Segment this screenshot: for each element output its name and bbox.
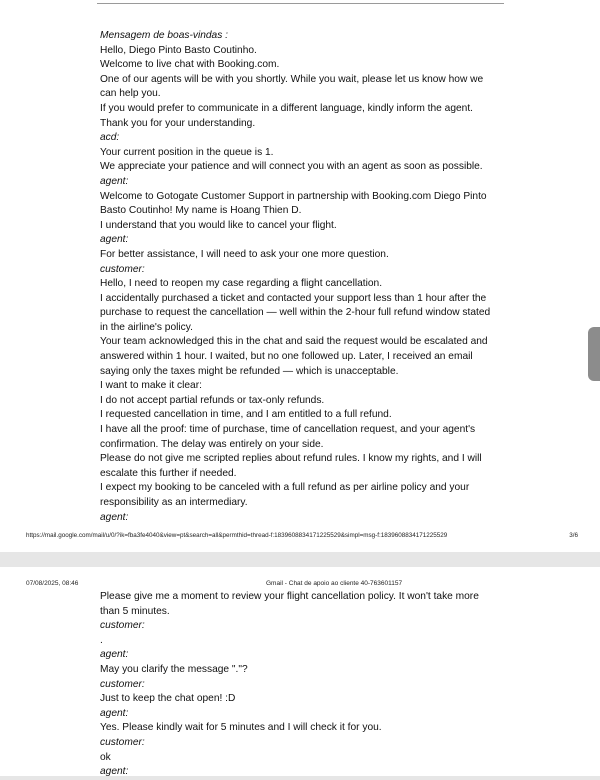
message-text: We appreciate your patience and will connect you with an agent as soon as possible. [100, 161, 483, 173]
speaker-label: customer: [100, 620, 145, 632]
speaker-label: agent: [100, 707, 129, 719]
message-text: For better assistance, I will need to ask your one more question. [100, 248, 389, 260]
footer-url[interactable]: https://mail.google.com/mail/u/0/?ik=fba3fe4040&view=pt&search=all&permthid=thread-f:1839608834171225529&simpl=msg-f:1839608834171225529 [26, 532, 448, 539]
speaker-label: customer: [100, 678, 145, 690]
message-text: Hello, Diego Pinto Basto Coutinho. [100, 44, 257, 56]
speaker-label: Mensagem de boas-vindas : [100, 30, 228, 41]
speaker-label: agent: [100, 175, 129, 187]
message-text: I understand that you would like to cancel your flight. [100, 219, 337, 231]
top-rule [97, 3, 504, 4]
message-text: Thank you for your understanding. [100, 117, 256, 129]
print-title: Gmail - Chat de apoio ao cliente 40-763601157 [266, 580, 403, 587]
message-text: I want to make it clear: [100, 380, 202, 392]
scrollbar-thumb[interactable] [588, 327, 600, 381]
print-date: 07/08/2025, 08:46 [26, 580, 79, 587]
speaker-label: agent: [100, 649, 129, 661]
speaker-label: agent: [100, 511, 129, 523]
message-text: Please do not give me scripted replies about refund rules. I know my rights, and I will escalate this further if needed. [100, 453, 482, 479]
speaker-label: customer: [100, 263, 145, 275]
message-text: I requested cancellation in time, and I am entitled to a full refund. [100, 409, 392, 421]
message-text: . [100, 634, 103, 646]
message-text: Your current position in the queue is 1. [100, 146, 274, 158]
message-text: If you would prefer to communicate in a different language, kindly inform the agent. [100, 102, 474, 114]
message-text: Welcome to live chat with Booking.com. [100, 59, 280, 71]
chat-transcript [100, 29, 500, 525]
message-text: Hello, I need to reopen my case regarding a flight cancellation. [100, 278, 383, 290]
speaker-label: customer: [100, 736, 145, 748]
message-text: I do not accept partial refunds or tax-only refunds. [100, 394, 325, 406]
message-text: Your team acknowledged this in the chat and said the request would be escalated and answered within 1 hour. I waited, but no one followed up. Later, I received an email saying only the taxes might be refunded — which is unacceptable. [100, 336, 488, 377]
message-text: I accidentally purchased a ticket and contacted your support less than 1 hour after the purchase to request the cancellation — well within the 2-hour full refund window stated in the airline's policy. [100, 292, 491, 333]
page-number: 3/6 [569, 532, 578, 539]
speaker-label: agent: [100, 234, 129, 246]
message-text: Yes. Please kindly wait for 5 minutes and I will check it for you. [100, 722, 382, 734]
message-text: I expect my booking to be canceled with a full refund as per airline policy and your responsibility as an intermediary. [100, 482, 470, 508]
chat-transcript-continued [100, 590, 500, 780]
speaker-label: acd: [100, 132, 120, 144]
message-text: ok [100, 751, 111, 763]
message-text: May you clarify the message "."? [100, 663, 248, 675]
message-text: One of our agents will be with you shortly. While you wait, please let us know how we can help you. [100, 73, 484, 100]
message-text: I have all the proof: time of purchase, time of cancellation request, and your agent's confirmation. The delay was entirely on your side. [100, 424, 476, 450]
message-text: Please give me a moment to review your flight cancellation policy. It won't take more than 5 minutes. [100, 591, 479, 617]
speaker-label: agent: [100, 766, 129, 778]
message-text: Welcome to Gotogate Customer Support in partnership with Booking.com Diego Pinto Basto Coutinho! My name is Hoang Thien D. [100, 190, 487, 217]
message-text: Just to keep the chat open! :D [100, 693, 236, 705]
